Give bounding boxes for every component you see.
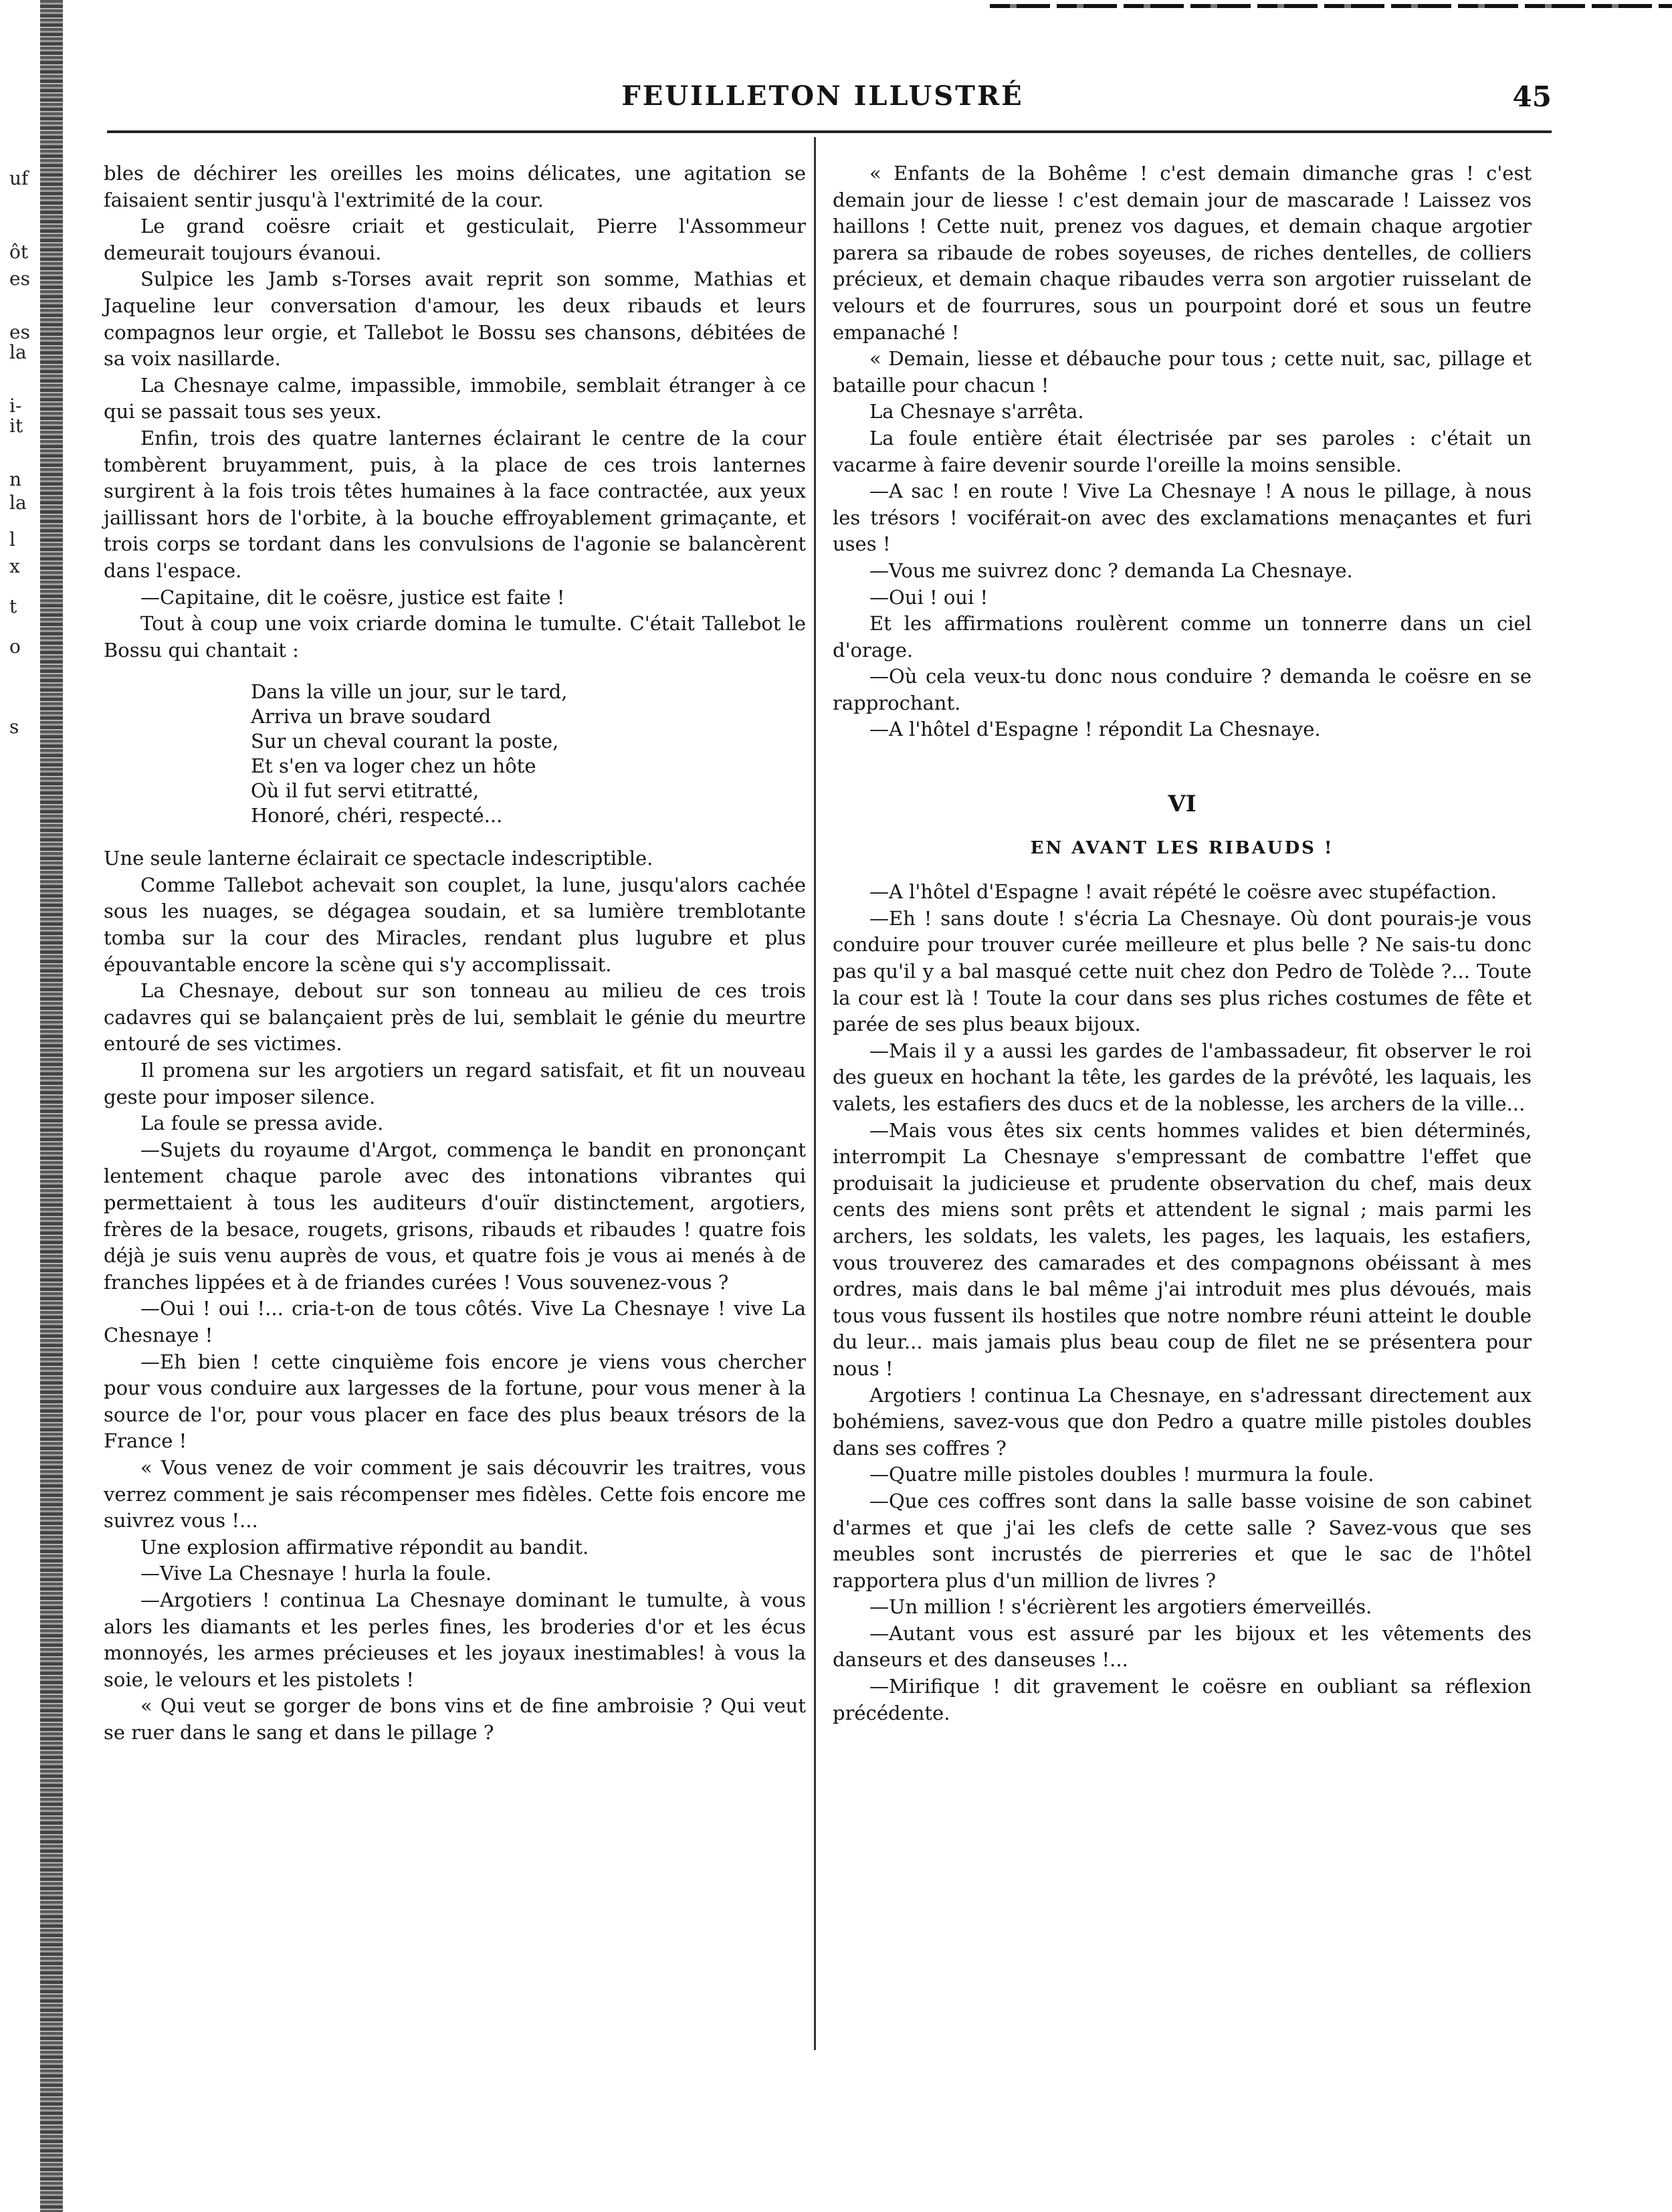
paragraph: La Chesnaye s'arrêta. — [869, 400, 1084, 423]
scan-binding-shadow — [40, 0, 63, 2212]
paragraph: —Quatre mille pistoles doubles ! murmura la foule. — [869, 1463, 1374, 1486]
paragraph: —Mais vous êtes six cents hommes valides et bien déterminés, interrompit La Chesnaye s'empressant de combattre l'effet que produisait la judicieuse et prudente observation du chef, mais deux cents des miens sont prêts et attendent le signal ; mais parmi les archers, les soldats, les valets, les pages, les laquais, les estafiers, vous trouverez des camarades et des compagnons obéissant à mes ordres, mais dans le bal même j'ai introduit mes plus dévoués, mais tous vous fussent ils hostiles que notre nombre réuni atteint le double du leur... mais jamais plus beau coup de filet ne se présentera pour nous ! — [833, 1118, 1532, 1380]
paragraph: —Oui ! oui !... cria-t-on de tous côtés. Vive La Chesnaye ! vive La Chesnaye ! — [104, 1297, 806, 1346]
paragraph: La Chesnaye, debout sur son tonneau au milieu de ces trois cadavres qui se balançaient près de lui, semblait le génie du meurtre entouré de ses victimes. — [104, 979, 806, 1055]
paragraph: —Un million ! s'écrièrent les argotiers émerveillés. — [869, 1595, 1372, 1619]
margin-fragment: it — [9, 415, 23, 437]
paragraph: —Vous me suivrez donc ? demanda La Chesnaye. — [869, 559, 1353, 582]
margin-fragment: es — [9, 268, 30, 290]
verse-line: Sur un cheval courant la poste, — [251, 730, 559, 753]
paragraph: —Eh ! sans doute ! s'écria La Chesnaye. Où dont pourais-je vous conduire pour trouver curée meilleure et plus belle ? Ne sais-tu donc pas qu'il y a bal masqué cette nuit chez don Pedro de Tolède ?... Toute la cour est là ! Toute la cour dans ses plus riches costumes de fête et parée de ses plus beaux bijoux. — [833, 906, 1532, 1036]
paragraph: —Sujets du royaume d'Argot, commença le bandit en prononçant lentement chaque parole avec des intonations vibrantes qui permettaient à tous les auditeurs d'ouïr distinctement, argotiers, frères de la besace, rougets, grisons, ribauds et ribaudes ! quatre fois déjà je suis venu auprès de vous, et quatre fois je vous ai menés à de franches lippées et à de friandes curées ! Vous souvenez-vous ? — [104, 1138, 806, 1294]
margin-fragment: x — [9, 555, 20, 577]
right-paragraphs — [833, 161, 1532, 743]
paragraph: —Vive La Chesnaye ! hurla la foule. — [140, 1562, 492, 1585]
paragraph: —A l'hôtel d'Espagne ! répondit La Chesnaye. — [869, 718, 1321, 741]
paragraph: Tout à coup une voix criarde domina le tumulte. C'était Tallebot le Bossu qui chantait : — [104, 612, 806, 662]
paragraph: —Où cela veux-tu donc nous conduire ? demanda le coësre en se rapprochant. — [833, 665, 1532, 714]
paragraph: Une seule lanterne éclairait ce spectacle indescriptible. — [104, 847, 653, 870]
chapter-number: VI — [1168, 791, 1196, 818]
paragraph: Comme Tallebot achevait son couplet, la lune, jusqu'alors cachée sous les nuages, se dégagea soudain, et sa lumière tremblotante tomba sur la cour des Miracles, rendant plus lugubre et plus épouvantable encore la scène qui s'y accomplissait. — [104, 873, 806, 976]
paragraph: Le grand coësre criait et gesticulait, Pierre l'Assommeur demeurait toujours évanoui. — [104, 215, 806, 264]
paragraph: Enfin, trois des quatre lanternes éclairant le centre de la cour tombèrent bruyamment, puis, à la place de ces trois lanternes surgirent à la fois trois têtes humaines à la face contractée, aux yeux jaillissant hors de l'orbite, à la bouche effroyablement grimaçante, et trois corps se tordant dans les convulsions de l'agonie se balancèrent dans l'espace. — [104, 426, 806, 582]
paragraph: —A l'hôtel d'Espagne ! avait répété le coësre avec stupéfaction. — [869, 880, 1497, 904]
margin-fragment: es — [9, 321, 30, 343]
paragraph: —Oui ! oui ! — [869, 585, 988, 609]
margin-fragment: l — [9, 528, 15, 550]
right-column — [833, 161, 1532, 1726]
paragraph: —Eh bien ! cette cinquième fois encore je viens vous chercher pour vous conduire aux largesses de la fortune, pour vous mener à la source de l'or, pour vous placer en face des plus beaux trésors de la France ! — [104, 1350, 806, 1453]
paragraph: La foule entière était électrisée par ses paroles : c'était un vacarme à faire devenir sourde l'oreille la moins sensible. — [833, 426, 1532, 476]
paragraph: —A sac ! en route ! Vive La Chesnaye ! A nous le pillage, à nous les trésors ! vociférait-on avec des exclamations menaçantes et furi uses ! — [833, 480, 1532, 556]
margin-fragment: uf — [9, 167, 29, 189]
paragraph: Argotiers ! continua La Chesnaye, en s'adressant directement aux bohémiens, savez-vous que don Pedro a quatre mille pistoles doubles dans ses coffres ? — [833, 1383, 1532, 1460]
margin-fragment: t — [9, 595, 17, 617]
paragraph: « Qui veut se gorger de bons vins et de fine ambroisie ? Qui veut se ruer dans le sang et dans le pillage ? — [104, 1694, 806, 1744]
page-title: FEUILLETON ILLUSTRÉ — [621, 80, 1024, 112]
paragraph: —Capitaine, dit le coësre, justice est faite ! — [140, 585, 565, 609]
margin-fragment: la — [9, 492, 27, 514]
margin-fragment: ôt — [9, 241, 29, 263]
right-paragraphs-after — [833, 879, 1532, 1726]
verse-line: Où il fut servi etitratté, — [251, 779, 480, 803]
column-rule — [814, 137, 816, 2050]
page-number: 45 — [1512, 80, 1552, 113]
paragraph: La Chesnaye calme, impassible, immobile, semblait étranger à ce qui se passait tous ses yeux. — [104, 373, 806, 423]
verse-line: Et s'en va loger chez un hôte — [251, 755, 536, 778]
margin-fragment: s — [9, 716, 19, 738]
left-column — [104, 161, 806, 1746]
left-paragraphs — [104, 161, 806, 664]
paragraph: —Mais il y a aussi les gardes de l'ambassadeur, fit observer le roi des gueux en hochant la tête, les gardes de la prévôté, les laquais, les valets, les estafiers des ducs et de la noblesse, les archers de la ville... — [833, 1039, 1532, 1115]
page-header — [94, 80, 1552, 120]
paragraph: bles de déchirer les oreilles les moins délicates, une agitation se faisaient sentir jusqu'à l'extrimité de la cour. — [104, 162, 806, 211]
margin-fragment: i- — [9, 395, 22, 417]
paragraph: Et les affirmations roulèrent comme un tonnerre dans un ciel d'orage. — [833, 612, 1532, 662]
scan-top-edge — [990, 4, 1672, 8]
paragraph: Sulpice les Jamb s-Torses avait reprit son somme, Mathias et Jaqueline leur conversation d'amour, les deux ribauds et leurs compagnos leur orgie, et Tallebot le Bossu ses chansons, débitées de sa voix nasillarde. — [104, 268, 806, 371]
paragraph: « Vous venez de voir comment je sais découvrir les traitres, vous verrez comment je sais récompenser mes fidèles. Cette fois encore me suivrez vous !... — [104, 1455, 806, 1532]
paragraph: —Autant vous est assuré par les bijoux et les vêtements des danseurs et des danseuses !... — [833, 1621, 1532, 1672]
paragraph: La foule se pressa avide. — [140, 1112, 384, 1135]
paragraph: Il promena sur les argotiers un regard satisfait, et fit un nouveau geste pour imposer silence. — [104, 1059, 806, 1108]
song-verse — [251, 680, 806, 828]
margin-fragment: la — [9, 341, 27, 363]
paragraph: —Que ces coffres sont dans la salle basse voisine de son cabinet d'armes et que j'ai les clefs de cette salle ? Savez-vous que ses meubles sont incrustés de pierreries et que le sac de l'hôtel rapportera plus d'un million de livres ? — [833, 1489, 1532, 1592]
verse-line: Dans la ville un jour, sur le tard, — [251, 680, 568, 704]
paragraph: « Demain, liesse et débauche pour tous ; cette nuit, sac, pillage et bataille pour chacun ! — [833, 347, 1532, 397]
paragraph: —Mirifique ! dit gravement le coësre en oubliant sa réflexion précédente. — [833, 1675, 1532, 1724]
margin-fragment: n — [9, 468, 22, 490]
header-rule — [107, 130, 1552, 133]
verse-line: Honoré, chéri, respecté... — [251, 804, 503, 827]
verse-line: Arriva un brave soudard — [251, 705, 492, 728]
chapter-title: EN AVANT LES RIBAUDS ! — [1030, 837, 1334, 858]
paragraph: —Argotiers ! continua La Chesnaye dominant le tumulte, à vous alors les diamants et les perles fines, les broderies d'or et les écus monnoyés, les armes précieuses et les joyaux inestimables! à vous la soie, le velours et les pistolets ! — [104, 1588, 806, 1691]
paragraph: Une explosion affirmative répondit au bandit. — [140, 1535, 589, 1559]
left-paragraphs-after — [104, 845, 806, 1746]
paragraph: « Enfants de la Bohême ! c'est demain dimanche gras ! c'est demain jour de liesse ! c'est demain jour de mascarade ! Laissez vos haillons ! Cette nuit, prenez vos dagues, et demain chaque argotier parera sa ribaude de robes soyeuses, de riches dentelles, de colliers précieux, et demain chaque ribaudes verra son argotier ruisselant de velours et de fourrures, sous un pourpoint doré et sous un feutre empanaché ! — [833, 162, 1532, 344]
margin-fragment: o — [9, 635, 21, 658]
